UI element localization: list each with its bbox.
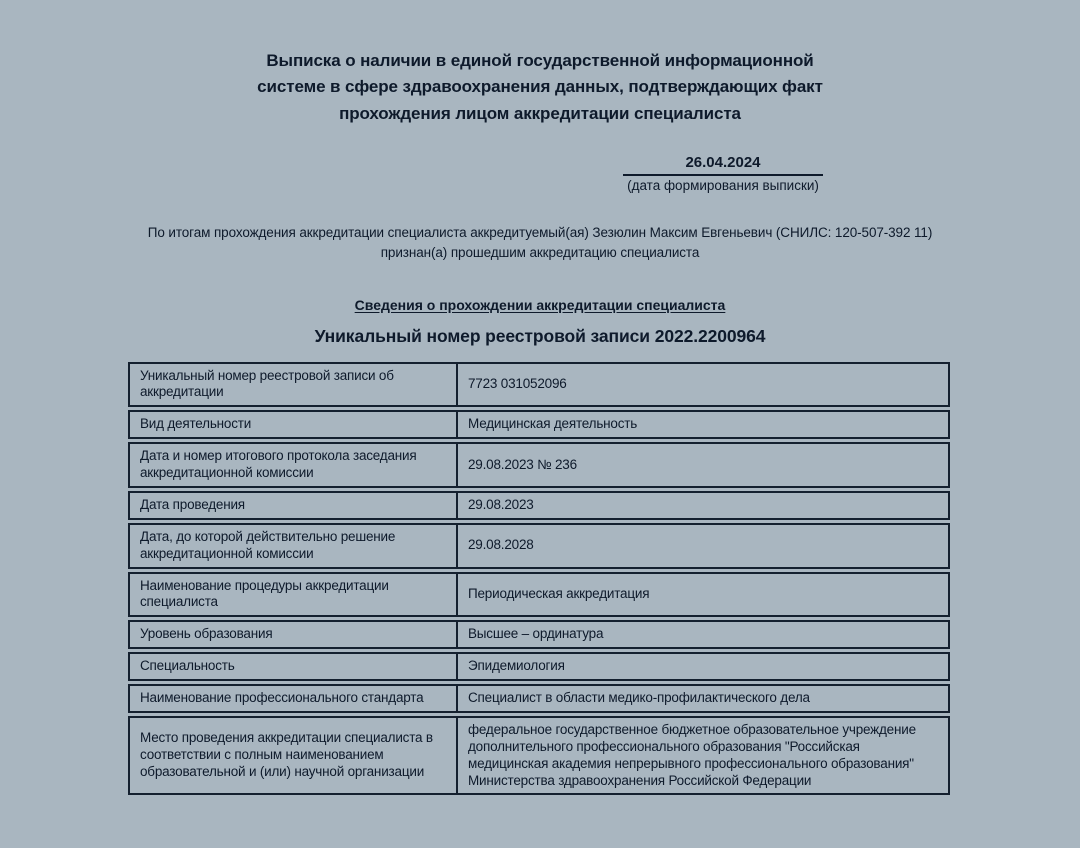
table-row bbox=[128, 491, 950, 520]
document-title-line: прохождения лицом аккредитации специалиста bbox=[339, 103, 741, 123]
registry-record-subtitle: Уникальный номер реестровой записи 2022.2200964 bbox=[314, 325, 766, 346]
row-label: Наименование профессионального стандарта bbox=[130, 686, 458, 711]
row-label: Наименование процедуры аккредитации специалиста bbox=[130, 574, 458, 616]
row-label: Место проведения аккредитации специалиста в соответствии с полным наименованием образовательной и (или) научной организации bbox=[130, 718, 458, 794]
row-value: 29.08.2023 bbox=[468, 496, 534, 512]
intro-line: По итогам прохождения аккредитации специалиста аккредитуемый(ая) Зезюлин Максим Евгеньевич (СНИЛС: 120-507-392 11) bbox=[147, 225, 933, 241]
row-value: 7723 031052096 bbox=[468, 375, 567, 391]
table-row bbox=[128, 716, 950, 796]
row-label: Дата, до которой действительно решение аккредитационной комиссии bbox=[130, 525, 458, 567]
row-label: Уровень образования bbox=[130, 622, 458, 647]
row-value: 29.08.2028 bbox=[468, 537, 534, 553]
table-row bbox=[128, 362, 950, 408]
row-value: 29.08.2023 № 236 bbox=[468, 456, 577, 472]
table-row bbox=[128, 652, 950, 681]
table-row bbox=[128, 523, 950, 569]
row-value: федеральное государственное бюджетное образовательное учреждение дополнительного профессионального образования "Российская медицинская академия непрерывного профессионального образования" Министерства здравоохранения Российской Федерации bbox=[468, 721, 916, 788]
row-value: Эпидемиология bbox=[468, 658, 565, 674]
row-value: Периодическая аккредитация bbox=[468, 585, 650, 601]
intro-line: признан(а) прошедшим аккредитацию специалиста bbox=[380, 245, 700, 261]
table-row bbox=[128, 572, 950, 618]
table-row bbox=[128, 442, 950, 488]
row-label: Дата и номер итогового протокола заседания аккредитационной комиссии bbox=[130, 444, 458, 486]
table-row bbox=[128, 620, 950, 649]
table-row bbox=[128, 410, 950, 439]
issue-date: 26.04.2024 bbox=[623, 154, 823, 176]
row-label: Уникальный номер реестровой записи об аккредитации bbox=[130, 364, 458, 406]
section-heading: Сведения о прохождении аккредитации специалиста bbox=[354, 296, 726, 313]
document-title bbox=[220, 48, 860, 127]
row-label: Дата проведения bbox=[130, 493, 458, 518]
document-page bbox=[0, 48, 1080, 848]
document-title-line: Выписка о наличии в единой государственной информационной bbox=[266, 51, 814, 70]
row-label: Вид деятельности bbox=[130, 412, 458, 437]
row-value: Специалист в области медико-профилактического дела bbox=[468, 690, 810, 706]
accreditation-table bbox=[128, 362, 950, 796]
row-value: Высшее – ординатура bbox=[468, 626, 604, 642]
intro-paragraph bbox=[100, 223, 980, 264]
row-label: Специальность bbox=[130, 654, 458, 679]
document-title-line: системе в сфере здравоохранения данных, подтверждающих факт bbox=[257, 77, 823, 97]
table-row bbox=[128, 684, 950, 713]
row-value: Медицинская деятельность bbox=[468, 416, 638, 432]
issue-date-caption: (дата формирования выписки) bbox=[627, 178, 819, 194]
issue-date-block bbox=[623, 154, 823, 193]
